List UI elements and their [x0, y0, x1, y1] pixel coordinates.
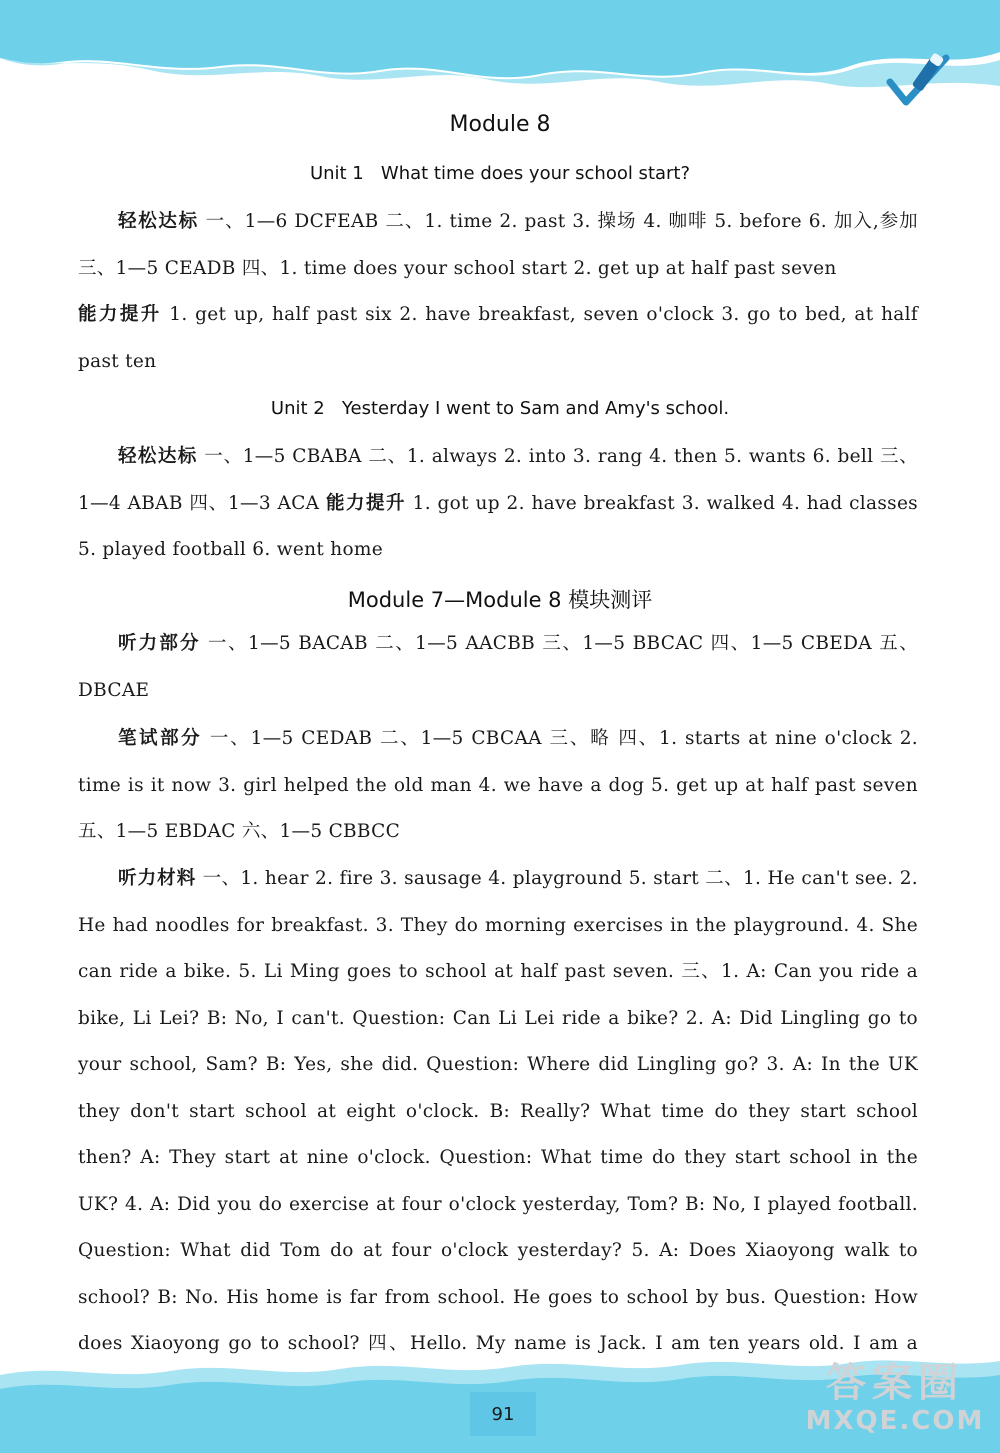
label-listening-material: 听力材料 — [118, 868, 197, 889]
label-advance: 能力提升 — [326, 492, 406, 514]
unit1-easy-answers: 一、1—6 DCFEAB 二、1. time 2. past 3. 操场 4. 咖啡 5. before 6. 加入,参加 三、1—5 CEADB 四、1. time does your school start 2. get up at half past seven — [78, 211, 918, 279]
listening-answers: 一、1—5 BACAB 二、1—5 AACBB 三、1—5 BBCAC 四、1—5 CBEDA 五、DBCAE — [78, 633, 918, 701]
label-written: 笔试部分 — [118, 728, 203, 749]
unit2-title: Unit 2 Yesterday I went to Sam and Amy's school. — [270, 398, 730, 419]
listening-material-paragraph — [78, 856, 918, 1414]
pen-check-icon — [884, 44, 954, 114]
watermark-en: MXQE.COM — [805, 1406, 985, 1436]
written-paragraph — [78, 716, 918, 856]
watermark-logo — [800, 1360, 990, 1450]
label-advance: 能力提升 — [78, 304, 162, 325]
written-answers: 一、1—5 CEDAB 二、1—5 CBCAA 三、略 四、1. starts at nine o'clock 2. time is it now 3. girl helped the old man 4. we have a dog 5. get up at half past seven 五、1—5 EBDAC 六、1—5 CBBCC — [78, 728, 918, 842]
unit2-paragraph — [78, 434, 918, 574]
page-number: 91 — [470, 1392, 536, 1436]
listening-paragraph — [78, 621, 918, 714]
unit1-advance-answers: 1. get up, half past six 2. have breakfast, seven o'clock 3. go to bed, at half past ten — [78, 304, 918, 372]
label-easy: 轻松达标 — [118, 446, 198, 467]
watermark-cn: 答案圈 — [826, 1360, 964, 1406]
unit2-advance-answers: 1. got up 2. have breakfast 3. walked 4. had classes 5. played football 6. went home — [78, 492, 918, 560]
module-title: Module 8 — [449, 112, 551, 137]
label-easy: 轻松达标 — [118, 211, 199, 232]
unit1-easy-paragraph — [78, 199, 918, 292]
test-title: Module 7—Module 8 模块测评 — [347, 588, 653, 612]
label-listening: 听力部分 — [118, 633, 201, 654]
listening-material-text: 一、1. hear 2. fire 3. sausage 4. playground 5. start 二、1. He can't see. 2. He had noodles for breakfast. 3. They do morning exercises in the playground. 4. She can ride a bike. 5. Li Ming goes to school at half past seven. 三、1. A: Can you ride a bike, Li Lei? B: No, I can't. Question: Can Li Lei ride a bike? 2. A: Did Lingling go to your school, Sam? B: Yes, she did. Question: Where did Lingling go? 3. A: In the UK they don't start school at eight o'clock. B: Really? What time do they start school then? A: They start at nine o'clock. Question: What time do they start school in the UK? 4. A: Did you do exercise at four o'clock yesterday, Tom? B: No, I played football. Question: What did Tom do at four o'clock yesterday? 5. A: Does Xiaoyong walk to school? B: No. His home is far from school. He goes to school by bus. Question: How does Xiaoyong go to school? 四、Hello. My name is Jack. I am ten years old. I am a — [78, 868, 918, 1354]
unit1-title: Unit 1 What time does your school start? — [309, 163, 691, 184]
top-wave-banner — [0, 0, 1000, 120]
unit1-advance-paragraph — [78, 292, 918, 385]
unit2-easy-answers: 一、1—5 CBABA 二、1. always 2. into 3. rang 4. then 5. wants 6. bell 三、1—4 ABAB 四、1—3 ACA — [78, 446, 918, 514]
